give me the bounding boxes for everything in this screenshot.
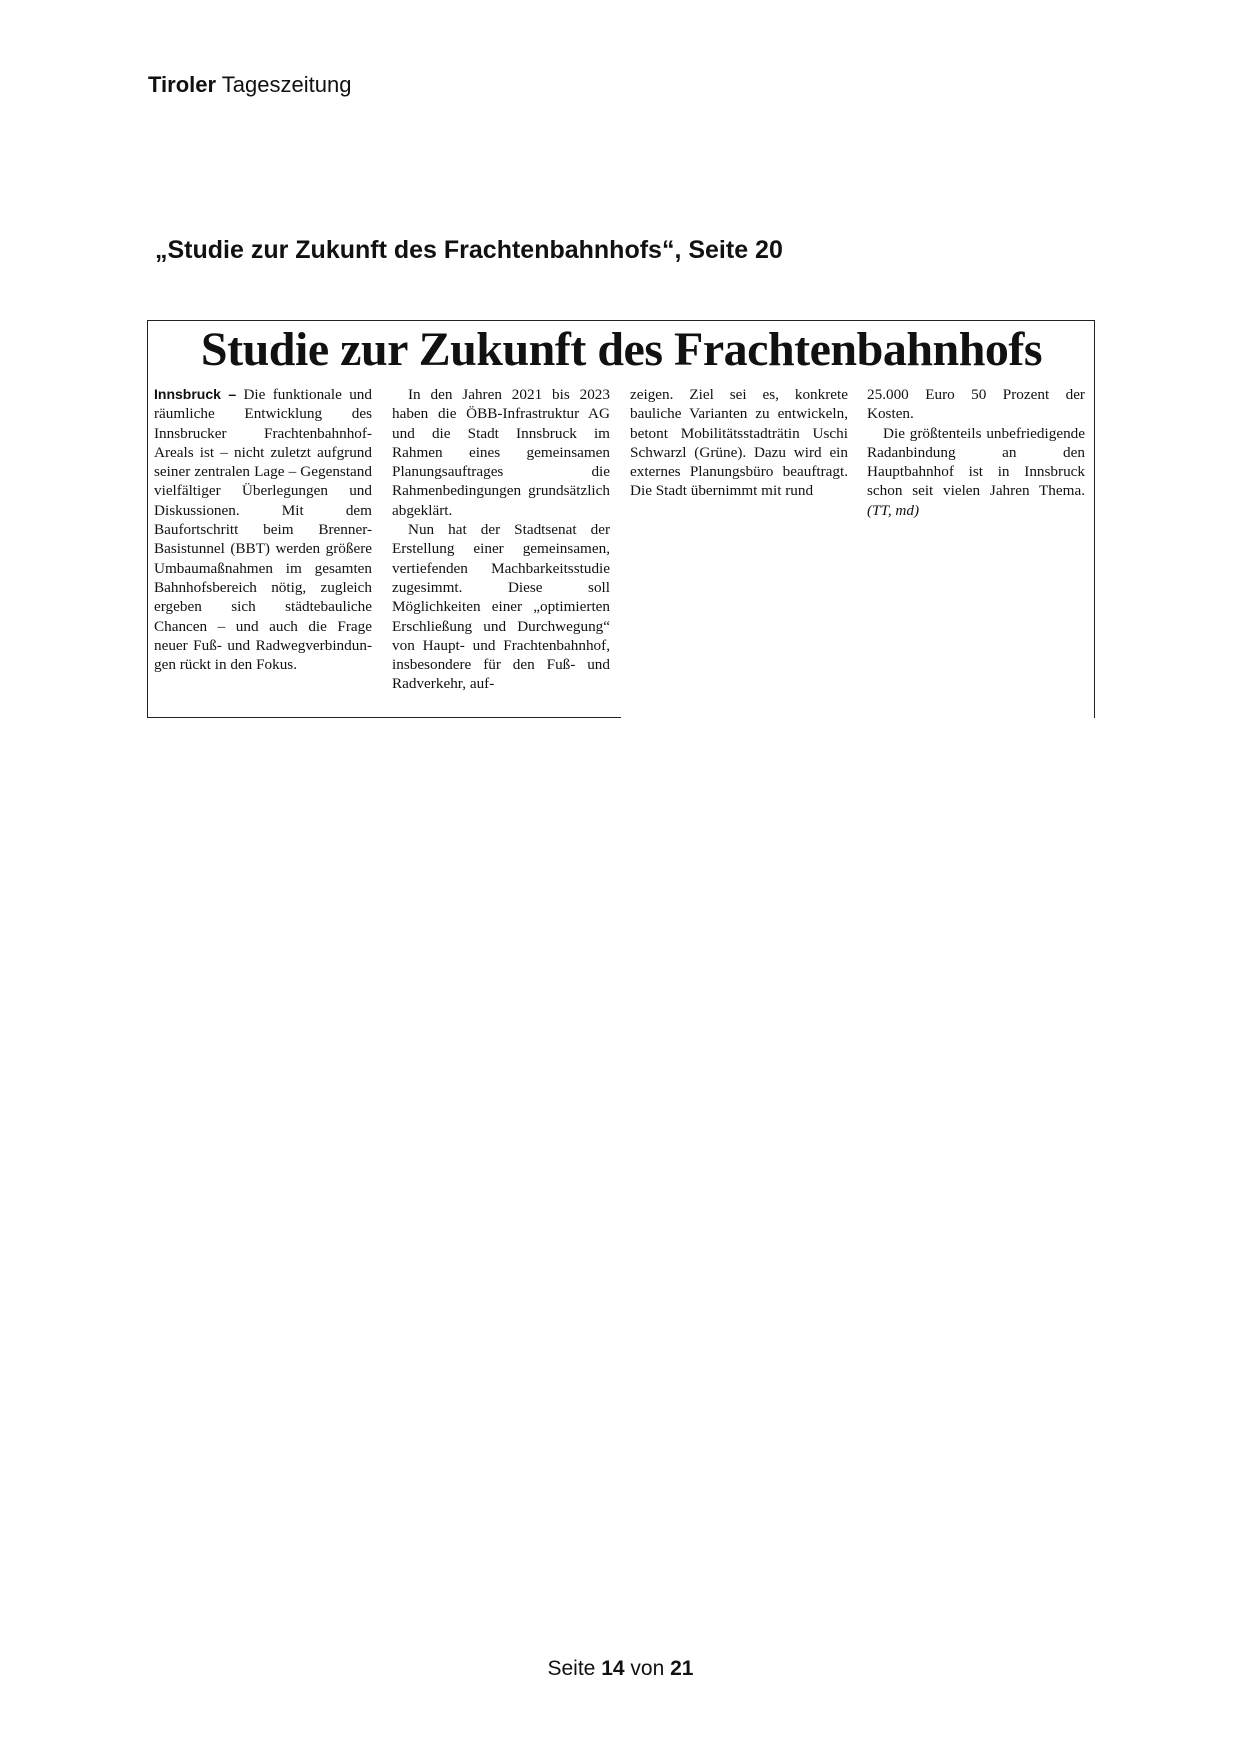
article-clipping <box>147 320 1095 718</box>
article-column-4 <box>867 385 1085 520</box>
publication-name-bold: Tiroler <box>148 72 217 97</box>
publication-header <box>148 72 351 98</box>
article-column-1 <box>154 385 372 674</box>
clipping-right-border <box>1094 321 1095 718</box>
page-footer <box>0 1657 1241 1681</box>
column-2-paragraph-1: In den Jahren 2021 bis 2023 haben die ÖBB-Infrastruktur AG und die Stadt Innsbruck im Rahmen eines gemeinsamen Planungsauftrages die Rahmenbedingungen grundsätzlich abgeklärt. <box>392 386 610 519</box>
article-column-2 <box>392 385 610 694</box>
section-title: „Studie zur Zukunft des Frachtenbahnhofs“, Seite 20 <box>155 236 783 264</box>
footer-page-number: 14 <box>601 1657 625 1680</box>
publication-name-rest: Tageszeitung <box>221 72 352 97</box>
clipping-bottom-border <box>148 717 621 718</box>
footer-prefix: Seite <box>547 1657 596 1680</box>
column-4-paragraph-2: Die größtenteils unbefriedigende Radanbindung an den Hauptbahnhof ist in Innsbruck schon seit vielen Jahren Thema. <box>867 424 1085 500</box>
column-4-paragraph-1: 25.000 Euro 50 Prozent der Kosten. <box>867 386 1085 423</box>
article-byline: (TT, md) <box>867 501 920 519</box>
column-2-paragraph-2: Nun hat der Stadtsenat der Erstellung einer gemeinsamen, vertiefenden Machbarkeitsstudie zugesimmt. Diese soll Möglichkeiten einer „optimierten Erschließung und Durchwegung“ von Haupt- und Frachtenbahnhof, insbesondere für den Fuß- und Radverkehr, auf- <box>392 521 610 693</box>
article-dateline: Innsbruck – <box>154 386 237 402</box>
footer-total-pages: 21 <box>670 1657 694 1680</box>
footer-middle: von <box>630 1657 665 1680</box>
article-headline: Studie zur Zukunft des Frachtenbahnhofs <box>200 323 1043 376</box>
article-column-3 <box>630 385 848 501</box>
column-1-text: Die funktionale und räumliche Entwicklung des Innsbrucker Frachtenbahnhof-Areals ist – nicht zuletzt aufgrund seiner zentralen Lage – Gegenstand vielfältiger Überlegungen und Diskussionen. Mit dem Baufortschritt beim Brenner-Basistunnel (BBT) werden größere Umbaumaßnahmen im gesamten Bahnhofsbereich nötig, zugleich ergeben sich städtebauliche Chancen – und auch die Frage neuer Fuß- und Radwegverbindungen rückt in den Fokus. <box>154 386 372 674</box>
column-3-text: zeigen. Ziel sei es, konkrete bauliche Varianten zu entwickeln, betont Mobilitätsstadträtin Uschi Schwarzl (Grüne). Dazu wird ein externes Planungsbüro beauftragt. Die Stadt übernimmt mit rund <box>630 386 848 500</box>
